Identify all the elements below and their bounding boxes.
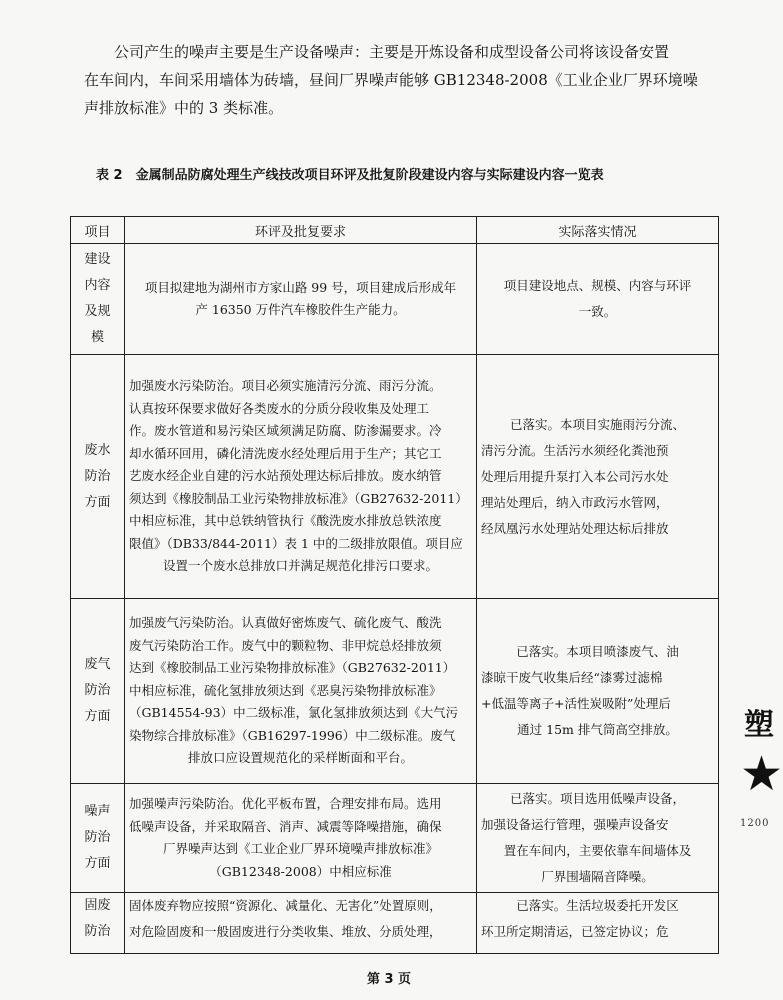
- seal-char: 塑: [744, 708, 774, 743]
- actual-line: 清污分流。生活污水须经化粪池预: [481, 442, 669, 458]
- requirement-line: 固体废弃物应按照“资源化、减量化、无害化”处置原则，: [129, 898, 442, 913]
- item-text: 废水: [84, 442, 111, 458]
- row-item-cell: [71, 244, 125, 355]
- item-text: 方面: [84, 709, 111, 724]
- requirement-line: 认真按环保要求做好各类废水的分质分段收集及处理工: [129, 400, 430, 416]
- actual-line: 项目建设地点、规模、内容与环评: [503, 278, 692, 293]
- actual-cell: [477, 355, 719, 599]
- requirement-line: 染物综合排放标准》（GB16297-1996）中二级标准。废气: [129, 727, 456, 743]
- page-number: 第 3 页: [366, 972, 412, 987]
- intro-paragraph: [84, 38, 724, 122]
- requirement-line: 达到《橡胶制品工业污染物排放标准》（GB27632-2011）: [129, 660, 456, 676]
- item-text: 建设: [84, 252, 111, 267]
- row-item-cell: [71, 355, 125, 599]
- actual-line: 厂界围墙隔音降噪。: [541, 869, 654, 884]
- item-text: 内容: [84, 278, 111, 293]
- requirement-line: （GB12348-2008）中相应标准: [209, 863, 392, 879]
- item-text: 噪声: [84, 804, 111, 819]
- actual-cell: [477, 893, 719, 954]
- requirement-cell: [125, 355, 477, 599]
- actual-line: 已落实。项目选用低噪声设备，: [509, 791, 685, 806]
- requirement-line: 厂界噪声达到《工业企业厂界环境噪声排放标准》: [162, 841, 438, 856]
- item-text: 防治: [84, 683, 111, 698]
- table-row: [71, 244, 719, 355]
- requirement-cell: [125, 784, 477, 893]
- row-item-cell: [71, 599, 125, 784]
- requirement-line: 加强噪声污染防治。优化平板布置，合理安排布局。选用: [129, 796, 442, 811]
- actual-line: 漆晾干废气收集后经“漆雾过滤棉: [481, 670, 663, 685]
- table-row: [71, 784, 719, 893]
- actual-line: 理站处理后，纳入市政污水管网，: [481, 494, 669, 510]
- item-text: 方面: [84, 494, 111, 510]
- row-item-cell: [71, 784, 125, 893]
- requirement-line: 须达到《橡胶制品工业污染物排放标准》（GB27632-2011）: [129, 490, 468, 506]
- requirement-line: 中相应标准，其中总铁纳管执行《酸洗废水排放总铁浓度: [129, 513, 442, 529]
- actual-line: 一致。: [578, 304, 617, 319]
- requirement-line: （GB14554-93）中二级标准，氯化氢排放须达到《大气污: [129, 705, 459, 721]
- actual-line: 置在车间内，主要依靠车间墙体及: [503, 843, 692, 858]
- actual-line: 环卫所定期清运，已签定协议；危: [481, 924, 669, 939]
- actual-cell: [477, 784, 719, 893]
- intro-line: 公司产生的噪声主要是生产设备噪声：主要是开炼设备和成型设备公司将该设备安置: [114, 43, 670, 61]
- actual-line: 通过 15m 排气筒高空排放。: [517, 722, 678, 737]
- actual-cell: [477, 599, 719, 784]
- item-text: 防治: [84, 468, 111, 484]
- requirement-line: 排放口应设置规范化的采样断面和平台。: [187, 750, 413, 766]
- requirement-line: 作。废水管道和易污染区域须满足防腐、防渗漏要求。冷: [129, 423, 442, 439]
- table-caption: 表 2 金属制品防腐处理生产线技改项目环评及批复阶段建设内容与实际建设内容一览表: [96, 168, 604, 183]
- requirement-line: 对危险固废和一般固废进行分类收集、堆放、分质处理，: [129, 924, 442, 939]
- table-row: [71, 893, 719, 954]
- item-text: 防治: [84, 830, 111, 845]
- actual-cell: [477, 244, 719, 355]
- requirement-cell: [125, 244, 477, 355]
- requirement-line: 低噪声设备，并采取隔音、消声、减震等降噪措施，确保: [129, 818, 442, 834]
- row-item-cell: [71, 893, 125, 954]
- requirement-cell: [125, 893, 477, 954]
- seal-digits: 1200: [740, 818, 770, 829]
- requirement-line: 项目拟建地为湖州市方家山路 99 号，项目建成后形成年: [144, 279, 457, 295]
- header-requirement: 环评及批复要求: [125, 217, 477, 244]
- requirement-line: 设置一个废水总排放口并满足规范化排污口要求。: [162, 558, 438, 574]
- intro-line: 声排放标准》中的 3 类标准。: [84, 99, 284, 117]
- actual-line: 处理后用提升泵打入本公司污水处: [481, 468, 669, 484]
- actual-line: 经凤凰污水处理站处理达标后排放: [481, 520, 669, 536]
- construction-comparison-table: [70, 216, 719, 954]
- seal-star-icon: ★: [740, 746, 783, 802]
- requirement-line: 加强废水污染防治。项目必须实施清污分流、雨污分流。: [129, 378, 442, 394]
- item-text: 防治: [84, 924, 111, 939]
- item-text: 模: [90, 330, 104, 345]
- intro-line: 在车间内，车间采用墙体为砖墙，昼间厂界噪声能够 GB12348-2008《工业企业厂界环境噪: [84, 71, 698, 89]
- requirement-line: 产 16350 万件汽车橡胶件生产能力。: [195, 302, 406, 317]
- official-seal-fragment: [738, 680, 783, 830]
- table-row: [71, 355, 719, 599]
- actual-line: 已落实。本项目喷漆废气、油: [516, 644, 679, 659]
- item-text: 方面: [84, 856, 111, 871]
- actual-line: 加强设备运行管理，强噪声设备安: [481, 817, 669, 832]
- actual-line: 已落实。本项目实施雨污分流、: [509, 416, 685, 432]
- table-header-row: [71, 217, 719, 244]
- requirement-line: 却水循环回用，磷化清洗废水经处理后用于生产；其它工: [129, 445, 442, 461]
- requirement-cell: [125, 599, 477, 784]
- requirement-line: 加强废气污染防治。认真做好密炼废气、硫化废气、酸洗: [129, 615, 442, 631]
- requirement-line: 艺废水经企业自建的污水站预处理达标后排放。废水纳管: [129, 468, 442, 484]
- item-text: 及规: [84, 304, 111, 319]
- requirement-line: 废气污染防治工作。废气中的颗粒物、非甲烷总烃排放须: [129, 637, 442, 653]
- item-text: 废气: [84, 657, 111, 672]
- header-item: 项目: [71, 217, 125, 244]
- requirement-line: 限值》（DB33/844-2011）表 1 中的二级排放限值。项目应: [129, 535, 463, 551]
- actual-line: +低温等离子+活性炭吸附”处理后: [481, 696, 671, 711]
- actual-line: 已落实。生活垃圾委托开发区: [516, 898, 679, 913]
- table-row: [71, 599, 719, 784]
- requirement-line: 中相应标准，硫化氢排放须达到《恶臭污染物排放标准》: [129, 682, 442, 698]
- item-text: 固废: [84, 898, 111, 913]
- header-actual: 实际落实情况: [477, 217, 719, 244]
